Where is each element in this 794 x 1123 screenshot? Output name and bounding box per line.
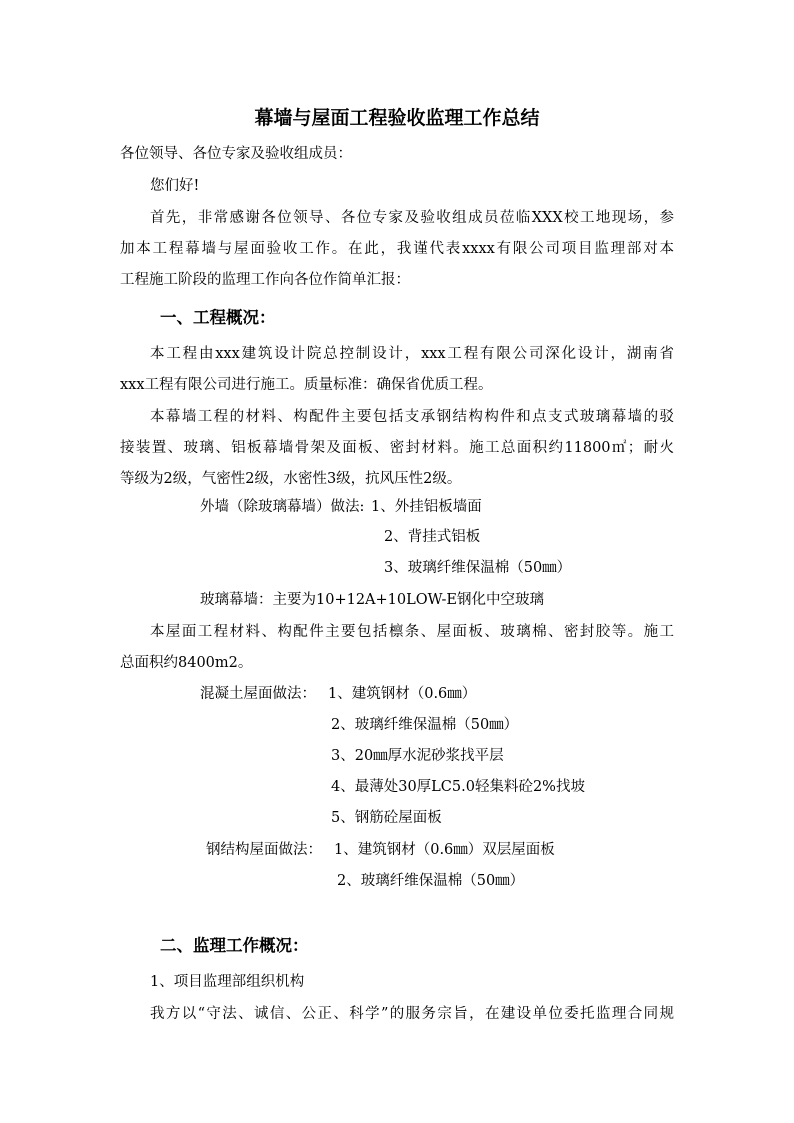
exterior-wall-item-1: 1、外挂铝板墙面	[371, 499, 482, 515]
intro-line-3: 工程施工阶段的监理工作向各位作简单汇报：	[120, 272, 410, 288]
intro-line-2: 加本工程幕墙与屋面验收工作。在此，我谨代表xxxx有限公司项目监理部对本	[120, 241, 674, 257]
section-1-heading: 一、工程概况：	[160, 308, 276, 327]
exterior-wall-item-2: 2、背挂式铝板	[384, 529, 481, 545]
concrete-roof-item-3: 3、20㎜厚水泥砂浆找平层	[331, 748, 504, 764]
document-title: 幕墙与屋面工程验收监理工作总结	[254, 107, 540, 129]
exterior-wall-label: 外墙（除玻璃幕墙）做法:	[200, 499, 365, 515]
concrete-roof-item-5: 5、钢筋砼屋面板	[331, 810, 442, 826]
section-1-para-2-line-2: 接装置、玻璃、铝板幕墙骨架及面板、密封材料。施工总面积约11800㎡；耐火	[120, 440, 674, 456]
concrete-roof-label: 混凝土屋面做法：	[200, 686, 316, 702]
greeting: 您们好!	[150, 178, 200, 194]
section-1-para-3-line-1: 本屋面工程材料、构配件主要包括檩条、屋面板、玻璃棉、密封胶等。施工	[150, 624, 674, 640]
section-1-para-1-line-1: 本工程由xxx建筑设计院总控制设计，xxx工程有限公司深化设计，湖南省	[150, 346, 674, 362]
steel-roof-item-2: 2、玻璃纤维保温棉（50㎜）	[337, 873, 525, 889]
intro-line-1: 首先，非常感谢各位领导、各位专家及验收组成员莅临XXX校工地现场，参	[150, 210, 674, 226]
concrete-roof-item-1: 1、建筑钢材（0.6㎜）	[328, 686, 477, 702]
steel-roof-label: 钢结构屋面做法：	[206, 842, 322, 858]
glass-curtain-wall: 玻璃幕墙：主要为10+12A+10LOW-E钢化中空玻璃	[200, 592, 544, 608]
section-1-para-3-line-2: 总面积约8400m2。	[120, 655, 253, 671]
section-1-para-2-line-3: 等级为2级，气密性2级，水密性3级，抗风压性2级。	[120, 471, 462, 487]
steel-roof-item-1: 1、建筑钢材（0.6㎜）双层屋面板	[334, 842, 555, 858]
section-2-subheading-1: 1、项目监理部组织机构	[150, 974, 305, 990]
concrete-roof-item-4: 4、最薄处30厚LC5.0轻集料砼2%找坡	[331, 779, 585, 795]
section-2-para-1-line-1: 我方以“守法、诚信、公正、科学”的服务宗旨，在建设单位委托监理合同规	[150, 1006, 674, 1022]
exterior-wall-item-3: 3、玻璃纤维保温棉（50㎜）	[384, 560, 572, 576]
section-2-heading: 二、监理工作概况：	[160, 936, 309, 955]
concrete-roof-item-2: 2、玻璃纤维保温棉（50㎜）	[331, 717, 519, 733]
section-1-para-2-line-1: 本幕墙工程的材料、构配件主要包括支承钢结构构件和点支式玻璃幕墙的驳	[150, 409, 674, 425]
section-1-para-1-line-2: xxx工程有限公司进行施工。质量标准：确保省优质工程。	[120, 377, 493, 393]
salutation: 各位领导、各位专家及验收组成员：	[120, 146, 352, 162]
